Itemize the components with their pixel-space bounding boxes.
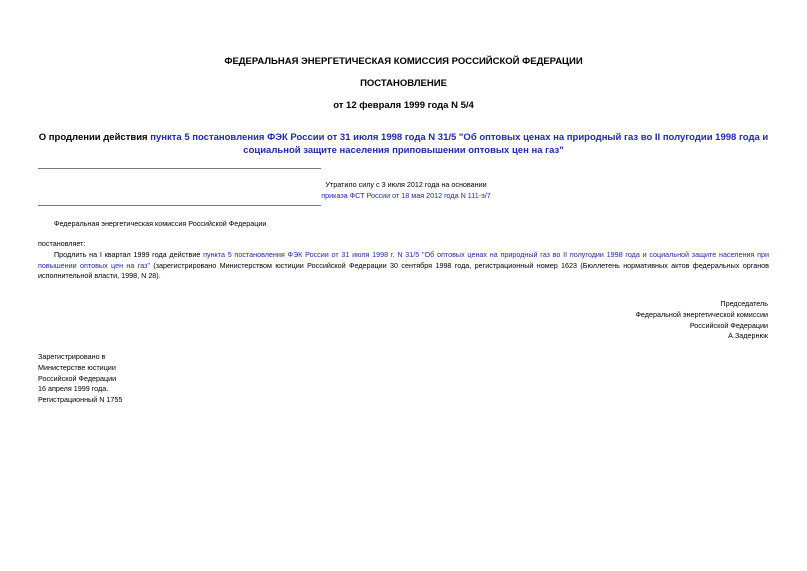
registration-line-3: Российской Федерации — [38, 373, 117, 383]
registration-line-4: 16 апреля 1999 года. — [38, 384, 109, 394]
registration-line-1: Зарегистрировано в — [38, 352, 106, 361]
registration-block — [38, 352, 238, 406]
paragraph-start: Продлить на I квартал 1999 года действие — [54, 250, 204, 259]
signature-org: Федеральной энергетической комиссии — [635, 309, 768, 319]
paragraph-end: (зарегистрировано Министерством юстиции Российской Федерации 30 сентября 1998 года, регистрационный номер 1623 (Бюллетень нормативных актов федеральных органов исполнительной власти, 1998, N 28). — [38, 260, 769, 280]
signature-block — [468, 299, 768, 342]
status-note-text: Утратило силу с 3 июля 2012 года на основании — [325, 180, 487, 189]
divider-bottom — [38, 205, 321, 206]
resolves-line: постановляет: — [38, 239, 86, 248]
issuer-line: Федеральная энергетическая комиссия Российской Федерации — [54, 219, 267, 228]
document-type: ПОСТАНОВЛЕНИЕ — [360, 78, 447, 89]
signature-country: Российской Федерации — [689, 320, 768, 330]
registration-line-2: Министерстве юстиции — [38, 362, 116, 372]
registration-line-5: Регистрационный N 1755 — [38, 395, 123, 405]
signature-name: А.Задернюк — [728, 331, 768, 341]
title-prefix: О продлении действия — [38, 132, 151, 143]
issuing-organization: ФЕДЕРАЛЬНАЯ ЭНЕРГЕТИЧЕСКАЯ КОМИССИЯ РОССИЙСКОЙ ФЕДЕРАЦИИ — [224, 56, 583, 67]
title-link-part2[interactable]: социальной защите населения приповышении оптовых цен на газ" — [243, 145, 564, 156]
repeal-order-link[interactable]: приказа ФСТ России от 18 мая 2012 года N 111-э/7 — [321, 190, 491, 200]
signature-title: Председатель — [720, 299, 768, 308]
divider-top — [38, 168, 321, 169]
document-date-number: от 12 февраля 1999 года N 5/4 — [333, 100, 474, 111]
paragraph-link[interactable]: пункта 5 постановления ФЭК России от 31 июля 1998 г. N 31/5 "Об оптовых ценах на природный газ во II полугодии 1998 года и социальной защите населения при повышении оптовых цен на газ" — [38, 250, 769, 270]
status-note — [286, 180, 526, 201]
resolution-paragraph — [38, 250, 769, 282]
document-title — [0, 131, 807, 157]
title-link-part1[interactable]: пункта 5 постановления ФЭК России от 31 июля 1998 года N 31/5 "Об оптовых ценах на природный газ во II полугодии 1998 года и — [150, 132, 769, 143]
